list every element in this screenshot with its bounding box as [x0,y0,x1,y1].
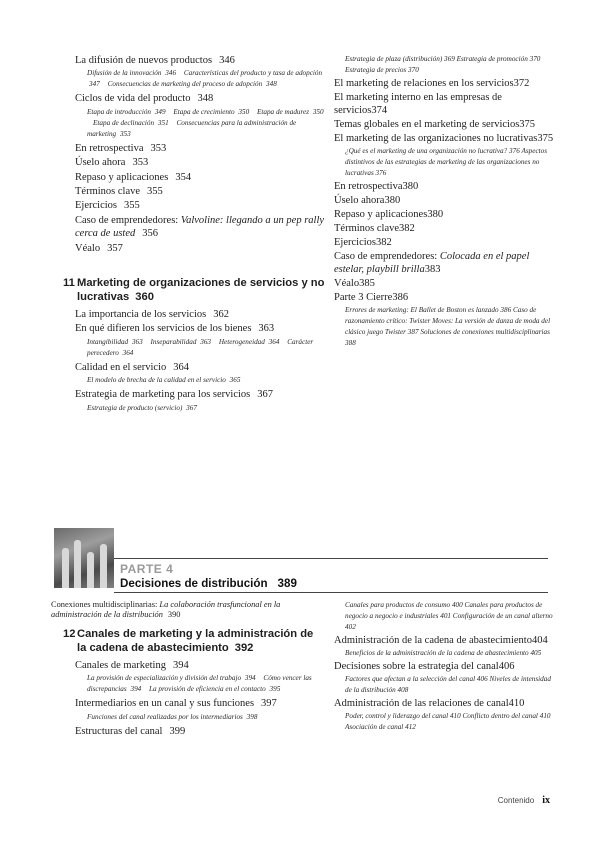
toc-entry-title: Intermediarios en un canal y sus funciones [75,698,255,710]
toc-subentry [151,338,212,346]
toc-subentry [87,376,240,384]
toc-subentry [345,712,461,720]
toc-subentry-title: Factores que afectan a la selección del canal [345,675,476,683]
part-header [54,528,548,594]
toc-subentry-title: Estrategia de promoción [456,55,528,63]
toc-entry-page: 374 [371,105,388,116]
toc-subentry-page: 388 [345,339,356,347]
toc-entry [334,660,556,673]
toc-entry [75,242,325,255]
toc-subentry-page: 348 [266,80,277,89]
toc-entry-title: Estructuras del canal [75,725,163,737]
toc-entries-group [334,54,556,349]
toc-subentry-title: El modelo de brecha de la calidad en el servicio [87,376,226,385]
toc-subentry-title: Conflicto dentro del canal [462,712,538,720]
toc-entry-page: 386 [392,292,409,303]
toc-entry-title: En retrospectiva [334,181,403,192]
toc-subentries [345,711,556,733]
toc-entry [334,634,556,647]
toc-entry-title: Ciclos de vida del producto [75,93,191,105]
toc-entry-title: Administración de las relaciones de canal [334,698,509,709]
toc-entry-title: Caso de emprendedores: [334,251,440,262]
toc-entry [334,118,556,131]
toc-entry [75,725,325,738]
toc-subentry-title: Poder, control y liderazgo del canal [345,712,449,720]
toc-entry [75,697,325,710]
toc-entries-group [63,54,325,255]
toc-subentry [345,723,416,731]
toc-entry [75,322,325,335]
toc-subentry [345,66,419,74]
toc-subentry-title: Canales para productos de consumo [345,601,451,609]
toc-subentry-page: 400 [451,601,463,609]
toc-subentry-page: 406 [476,675,488,683]
toc-subentry-title: Beneficios de la administración de la cadena de abastecimiento [345,649,529,657]
toc-entry-title: Véalo [334,278,360,289]
toc-entry-title: El marketing interno en las empresas de servicios [334,92,502,116]
toc-subentry-page: 370 [529,55,541,63]
toc-subentry [87,108,166,116]
toc-entries-group [63,659,325,738]
toc-subentry-page: 346 [165,69,177,78]
chapter-number: 11 [63,277,75,290]
toc-column-left-top [63,54,325,416]
toc-subentry-page: 398 [246,712,258,721]
toc-subentries [87,337,325,359]
toc-subentry [93,119,169,127]
conexiones-label: Conexiones multidisciplinarias: [51,600,160,609]
toc-subentry [87,713,257,721]
toc-subentry-page: 387 [407,328,419,336]
toc-entry [334,697,556,710]
toc-subentry-title: Configuración de un canal alterno [452,612,553,620]
toc-entry-page: 380 [427,209,444,220]
toc-column-right-bottom [334,600,556,734]
toc-subentry-page: 405 [530,649,542,657]
conexiones-title: La colaboración trasfuncional en la administración de la distribución [51,600,281,619]
toc-subentry [345,675,488,683]
toc-subentries [87,673,325,695]
toc-subentry-page: 408 [397,686,409,694]
toc-entry-page: 362 [213,309,229,321]
toc-entry-title: Úselo ahora [75,157,126,169]
toc-entry [75,156,325,169]
chapter-heading [63,628,325,655]
toc-entry [75,185,325,198]
conexiones-page: 390 [167,610,181,619]
toc-subentry-page: 369 [444,55,455,63]
toc-subentry [87,404,197,412]
toc-subentry-title: Intangibilidad [87,337,129,346]
toc-entry-title: La difusión de nuevos productos [75,55,213,66]
toc-subentry [345,147,520,155]
toc-entry-title: Ejercicios [75,200,117,212]
toc-subentry [87,338,143,346]
toc-entry [75,142,325,155]
part-label: PARTE 4 [120,562,174,576]
toc-entry-page: 385 [359,278,375,289]
toc-subentry-page: 353 [119,129,131,138]
toc-entry [334,291,556,304]
toc-entry-page: 380 [384,195,401,206]
toc-entry-italic-title: Valvoline: llegando a un pep rally cerca de usted [75,214,325,240]
toc-entry-page: 348 [197,93,214,105]
toc-entry-title: Repaso y aplicaciones [334,209,428,220]
page-number: ix [542,795,550,806]
toc-entry-page: 353 [150,142,167,154]
toc-subentry-title: La provisión de especialización y división del trabajo [87,674,242,683]
toc-subentry [345,601,463,609]
toc-subentry-page: 367 [186,403,197,412]
toc-subentry-page: 402 [345,623,356,631]
toc-entry-page: 356 [142,228,159,240]
toc-subentry-page: 394 [244,674,256,683]
toc-subentry-title: Aspectos distintivos de las estrategias de marketing de las organizaciones no lucrativas [345,147,548,177]
toc-column-left-bottom [51,600,325,739]
toc-subentry-page: 364 [122,348,134,357]
toc-subentry-title: Heterogeneidad [218,337,265,346]
toc-subentry-title: Canales para productos de negocio a negocio e industriales [345,601,543,620]
toc-subentries [345,648,556,659]
toc-entry-title: La importancia de los servicios [75,309,207,321]
toc-entry-page: 367 [257,389,273,401]
toc-subentry-title: Etapa de crecimiento [173,107,235,116]
toc-subentry-title: Difusión de la innovación [87,69,162,78]
toc-subentry-title: Inseparabilidad [150,337,197,346]
toc-entry [75,199,325,212]
toc-subentry [463,712,551,720]
toc-entry-page: 353 [132,157,149,169]
toc-subentry-page: 347 [89,80,100,89]
part-title [120,577,297,590]
toc-entry-title: Términos clave [334,223,400,234]
toc-entry [75,92,325,105]
toc-entry-page: 397 [261,698,277,710]
toc-subentry-page: 395 [269,685,281,694]
toc-entry-title: Administración de la cadena de abastecimiento [334,635,532,646]
toc-entry [75,308,325,321]
toc-column-right-top [334,54,556,350]
toc-subentry [87,674,256,682]
toc-entry [75,54,325,67]
toc-entry [334,132,556,145]
toc-entry [75,388,325,401]
divider [114,592,548,593]
toc-subentries [87,68,325,90]
toc-entry-page: 380 [402,181,419,192]
toc-subentry-title: Caso de razonamiento crítico: Twister Moves: La versión de danza de moda del clásico juego Twister [345,306,551,336]
footer-label: Contenido [497,796,535,805]
toc-subentries [87,403,325,414]
toc-subentry-page: 350 [312,107,324,116]
toc-subentry-title: Niveles de intensidad de la distribución [345,675,551,694]
chapter-title: Canales de marketing y la administración de la cadena de abastecimiento [77,628,314,654]
toc-entry-title: Estrategia de marketing para los servicios [75,389,251,401]
toc-subentries [87,712,325,723]
part-page: 389 [277,577,297,590]
toc-entry [75,659,325,672]
toc-subentry-title: Características del producto y tasa de adopción [183,69,323,78]
toc-subentries [345,146,556,179]
toc-subentry-title: La provisión de eficiencia en el contacto [149,685,266,694]
toc-subentry-page: 394 [130,685,142,694]
toc-subentry-page: 365 [229,376,241,385]
toc-subentries [87,107,325,140]
toc-subentry-title: Estrategia de precios [345,66,407,74]
toc-entry-page: 406 [498,661,515,672]
part-photo [54,528,114,588]
toc-entry-page: 355 [147,186,163,198]
toc-entry [334,77,556,90]
toc-entry [334,208,556,221]
toc-subentry-page: 350 [238,107,250,116]
toc-subentry-page: 401 [440,612,451,620]
chapter-page: 392 [234,641,254,654]
toc-entry [334,91,556,117]
toc-entry-title: Canales de marketing [75,660,166,671]
toc-subentry-title: Etapa de madurez [256,107,310,116]
toc-subentry-page: 376 [509,147,520,155]
toc-entry-page: 375 [537,133,554,144]
toc-subentry [87,69,176,77]
toc-entry-page: 404 [531,635,548,646]
toc-subentry [149,685,280,693]
toc-entry-page: 363 [258,323,275,335]
toc-subentry-page: 410 [539,712,551,720]
toc-entry-page: 394 [172,660,189,671]
toc-subentry-title: Estrategia de producto (servicio) [87,403,183,412]
toc-entry [334,250,556,276]
toc-subentry [173,108,249,116]
toc-entry-title: Temas globales en el marketing de servicios [334,119,520,130]
toc-subentry-title: Etapa de introducción [87,107,152,116]
toc-subentry [345,55,455,63]
page-footer [400,795,550,806]
toc-entry-title: El marketing de las organizaciones no lucrativas [334,133,538,144]
toc-subentry-title: Funciones del canal realizadas por los intermediarios [87,712,243,721]
toc-entry-page: 355 [123,200,140,212]
toc-subentry-title: ¿Qué es el marketing de una organización no lucrativa? [345,147,508,155]
toc-entries-group [63,308,325,414]
toc-entry-page: 354 [175,171,192,183]
toc-subentry-page: 364 [268,337,280,346]
toc-subentries [345,305,556,349]
chapter-heading [63,277,325,304]
toc-entry-title: Úselo ahora [334,195,385,206]
toc-entry-page: 372 [513,78,530,89]
toc-entry-title: En retrospectiva [75,142,144,154]
toc-subentry-page: 349 [154,107,166,116]
toc-entry-title: Decisiones sobre la estrategia del canal [334,661,499,672]
chapter-page: 360 [135,290,154,303]
toc-subentry-title: Estrategia de plaza (distribución) [345,55,443,63]
toc-entries-group [334,600,556,733]
toc-subentry-page: 386 [500,306,512,314]
conexiones-entry [51,600,325,620]
toc-entry-page: 357 [107,242,123,254]
toc-entry [75,171,325,184]
toc-entry-page: 382 [375,237,392,248]
toc-entry [334,194,556,207]
toc-entry-title: Términos clave [75,186,141,198]
toc-entry-page: 383 [424,264,441,275]
toc-entry-page: 364 [173,361,190,373]
toc-subentry [457,55,541,63]
toc-entry-page: 410 [508,698,525,709]
toc-entry-page: 346 [219,55,235,66]
toc-subentry [108,80,277,88]
toc-subentry-page: 363 [200,337,212,346]
toc-subentries [87,375,325,386]
toc-subentries [345,54,556,76]
chapter-title: Marketing de organizaciones de servicios y no lucrativas [77,277,325,303]
toc-entry-title: Repaso y aplicaciones [75,171,169,183]
toc-subentry [257,108,324,116]
toc-subentry-title: Soluciones de conexiones multidisciplinarias [420,328,550,336]
toc-entry-page: 382 [399,223,415,234]
toc-entry-italic-title: Colocada en el papel estelar, playbill brilla [334,251,530,275]
toc-subentry-title: Etapa de declinación [93,118,155,127]
toc-subentry-title: Carácter perecedero [87,337,314,357]
toc-entry-page: 399 [169,725,186,737]
toc-entry-title: Caso de emprendedores: [75,214,181,226]
toc-entry-title: Calidad en el servicio [75,361,167,373]
toc-subentry-page: 412 [405,723,416,731]
toc-entry [75,361,325,374]
toc-entry [334,236,556,249]
toc-subentry-page: 410 [449,712,461,720]
part-title-text: Decisiones de distribución [120,577,268,590]
toc-entry-title: En qué difieren los servicios de los bienes [75,323,252,335]
toc-entry-title: Véalo [75,242,101,254]
divider [114,558,548,559]
toc-entry [334,222,556,235]
toc-subentry-page: 376 [375,169,387,177]
toc-subentry-page: 370 [408,66,419,74]
toc-subentries [345,600,556,633]
toc-subentry-title: Consecuencias de marketing del proceso de adopción [107,80,263,89]
toc-subentry [219,338,280,346]
toc-entry-title: Parte 3 Cierre [334,292,393,303]
toc-subentry-title: Cómo vencer las discrepancias [87,674,312,694]
toc-entry-title: El marketing de relaciones en los servicios [334,78,514,89]
toc-entry-title: Ejercicios [334,237,376,248]
chapter-number: 12 [63,628,76,640]
toc-subentries [345,674,556,696]
toc-entry-page: 375 [519,119,536,130]
toc-entry [334,277,556,290]
toc-subentry-page: 351 [157,118,169,127]
toc-subentry-title: Consecuencias para la administración de marketing [87,118,297,138]
toc-subentry [345,306,511,314]
toc-entry [75,214,325,241]
toc-entry [334,180,556,193]
toc-subentry-title: Errores de marketing: El Ballet de Boston es lanzado [345,306,499,314]
toc-subentry [345,649,541,657]
toc-subentry-title: Asociación de canal [345,723,404,731]
toc-subentry-page: 363 [131,337,143,346]
